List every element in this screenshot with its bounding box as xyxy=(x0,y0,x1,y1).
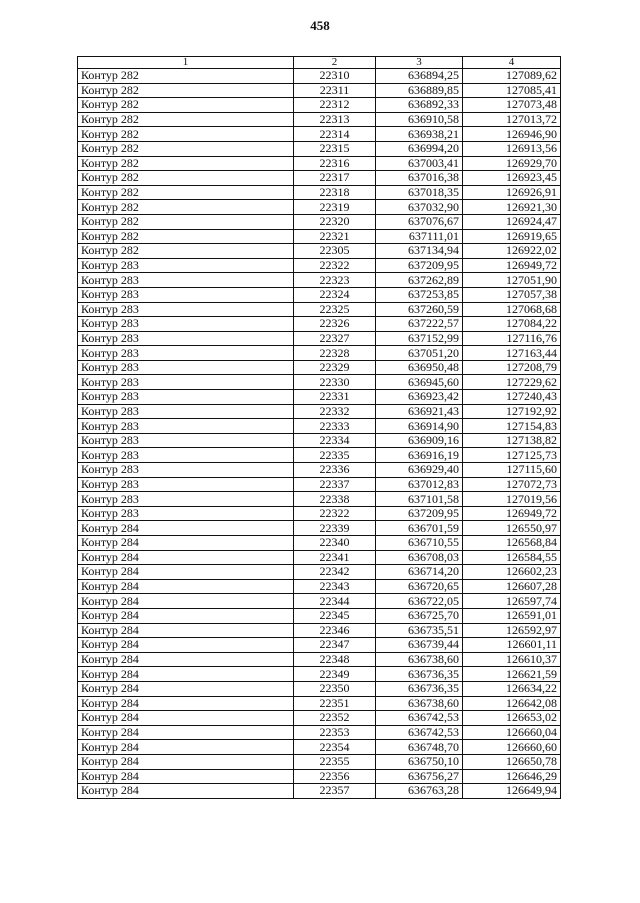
contour-name-cell: Контур 284 xyxy=(78,754,294,769)
point-number-cell: 22321 xyxy=(294,229,376,244)
x-coordinate-cell: 636950,48 xyxy=(376,360,463,375)
table-row xyxy=(78,69,561,84)
x-coordinate-cell: 636921,43 xyxy=(376,404,463,419)
table-row xyxy=(78,171,561,186)
point-number-cell: 22335 xyxy=(294,448,376,463)
x-coordinate-cell: 637076,67 xyxy=(376,214,463,229)
contour-name-cell: Контур 284 xyxy=(78,769,294,784)
x-coordinate-cell: 636894,25 xyxy=(376,69,463,84)
table-row xyxy=(78,536,561,551)
point-number-cell: 22345 xyxy=(294,608,376,623)
y-coordinate-cell: 126642,08 xyxy=(463,696,561,711)
x-coordinate-cell: 636701,59 xyxy=(376,521,463,536)
contour-name-cell: Контур 284 xyxy=(78,623,294,638)
x-coordinate-cell: 636938,21 xyxy=(376,127,463,142)
contour-name-cell: Контур 282 xyxy=(78,200,294,215)
table-row xyxy=(78,404,561,419)
header-cell-3: 3 xyxy=(376,57,463,69)
point-number-cell: 22330 xyxy=(294,375,376,390)
contour-name-cell: Контур 283 xyxy=(78,448,294,463)
x-coordinate-cell: 636725,70 xyxy=(376,608,463,623)
contour-name-cell: Контур 282 xyxy=(78,171,294,186)
y-coordinate-cell: 127154,83 xyxy=(463,419,561,434)
x-coordinate-cell: 636889,85 xyxy=(376,83,463,98)
x-coordinate-cell: 636763,28 xyxy=(376,784,463,799)
y-coordinate-cell: 126924,47 xyxy=(463,214,561,229)
y-coordinate-cell: 127072,73 xyxy=(463,477,561,492)
x-coordinate-cell: 637253,85 xyxy=(376,287,463,302)
table-row xyxy=(78,185,561,200)
contour-name-cell: Контур 283 xyxy=(78,331,294,346)
x-coordinate-cell: 637152,99 xyxy=(376,331,463,346)
point-number-cell: 22310 xyxy=(294,69,376,84)
point-number-cell: 22324 xyxy=(294,287,376,302)
point-number-cell: 22334 xyxy=(294,433,376,448)
contour-name-cell: Контур 284 xyxy=(78,536,294,551)
y-coordinate-cell: 126646,29 xyxy=(463,769,561,784)
table-row xyxy=(78,273,561,288)
y-coordinate-cell: 126660,60 xyxy=(463,740,561,755)
x-coordinate-cell: 636945,60 xyxy=(376,375,463,390)
header-cell-2: 2 xyxy=(294,57,376,69)
contour-name-cell: Контур 284 xyxy=(78,696,294,711)
x-coordinate-cell: 637260,59 xyxy=(376,302,463,317)
point-number-cell: 22312 xyxy=(294,98,376,113)
table-row xyxy=(78,594,561,609)
header-cell-1: 1 xyxy=(78,57,294,69)
table-row xyxy=(78,360,561,375)
contour-name-cell: Контур 283 xyxy=(78,492,294,507)
y-coordinate-cell: 127073,48 xyxy=(463,98,561,113)
contour-name-cell: Контур 282 xyxy=(78,141,294,156)
x-coordinate-cell: 636756,27 xyxy=(376,769,463,784)
table-row xyxy=(78,579,561,594)
table-row xyxy=(78,667,561,682)
table-row xyxy=(78,83,561,98)
point-number-cell: 22325 xyxy=(294,302,376,317)
table-row xyxy=(78,317,561,332)
point-number-cell: 22343 xyxy=(294,579,376,594)
contour-name-cell: Контур 282 xyxy=(78,69,294,84)
x-coordinate-cell: 636735,51 xyxy=(376,623,463,638)
table-row xyxy=(78,623,561,638)
table-row xyxy=(78,419,561,434)
y-coordinate-cell: 126921,30 xyxy=(463,200,561,215)
y-coordinate-cell: 126610,37 xyxy=(463,652,561,667)
x-coordinate-cell: 636892,33 xyxy=(376,98,463,113)
y-coordinate-cell: 127208,79 xyxy=(463,360,561,375)
y-coordinate-cell: 126946,90 xyxy=(463,127,561,142)
contour-name-cell: Контур 283 xyxy=(78,433,294,448)
table-body xyxy=(78,69,561,799)
contour-name-cell: Контур 284 xyxy=(78,594,294,609)
point-number-cell: 22314 xyxy=(294,127,376,142)
contour-name-cell: Контур 282 xyxy=(78,244,294,259)
point-number-cell: 22346 xyxy=(294,623,376,638)
contour-name-cell: Контур 283 xyxy=(78,287,294,302)
x-coordinate-cell: 637134,94 xyxy=(376,244,463,259)
contour-name-cell: Контур 282 xyxy=(78,214,294,229)
contour-name-cell: Контур 282 xyxy=(78,229,294,244)
header-cell-4: 4 xyxy=(463,57,561,69)
point-number-cell: 22326 xyxy=(294,317,376,332)
x-coordinate-cell: 636916,19 xyxy=(376,448,463,463)
y-coordinate-cell: 127068,68 xyxy=(463,302,561,317)
contour-name-cell: Контур 284 xyxy=(78,652,294,667)
x-coordinate-cell: 637101,58 xyxy=(376,492,463,507)
contour-name-cell: Контур 284 xyxy=(78,725,294,740)
x-coordinate-cell: 637032,90 xyxy=(376,200,463,215)
x-coordinate-cell: 636736,35 xyxy=(376,681,463,696)
y-coordinate-cell: 126597,74 xyxy=(463,594,561,609)
point-number-cell: 22348 xyxy=(294,652,376,667)
table-row xyxy=(78,258,561,273)
page-number: 458 xyxy=(310,18,330,33)
contour-name-cell: Контур 283 xyxy=(78,346,294,361)
point-number-cell: 22332 xyxy=(294,404,376,419)
y-coordinate-cell: 127115,60 xyxy=(463,463,561,478)
contour-name-cell: Контур 282 xyxy=(78,112,294,127)
y-coordinate-cell: 127084,22 xyxy=(463,317,561,332)
y-coordinate-cell: 126591,01 xyxy=(463,608,561,623)
point-number-cell: 22323 xyxy=(294,273,376,288)
table-row xyxy=(78,229,561,244)
x-coordinate-cell: 637012,83 xyxy=(376,477,463,492)
y-coordinate-cell: 127089,62 xyxy=(463,69,561,84)
point-number-cell: 22316 xyxy=(294,156,376,171)
x-coordinate-cell: 637222,57 xyxy=(376,317,463,332)
table-row xyxy=(78,550,561,565)
contour-name-cell: Контур 283 xyxy=(78,419,294,434)
point-number-cell: 22319 xyxy=(294,200,376,215)
point-number-cell: 22337 xyxy=(294,477,376,492)
y-coordinate-cell: 126949,72 xyxy=(463,258,561,273)
point-number-cell: 22342 xyxy=(294,565,376,580)
point-number-cell: 22317 xyxy=(294,171,376,186)
y-coordinate-cell: 126653,02 xyxy=(463,711,561,726)
point-number-cell: 22349 xyxy=(294,667,376,682)
x-coordinate-cell: 636750,10 xyxy=(376,754,463,769)
y-coordinate-cell: 126592,97 xyxy=(463,623,561,638)
y-coordinate-cell: 127013,72 xyxy=(463,112,561,127)
table-row xyxy=(78,214,561,229)
point-number-cell: 22305 xyxy=(294,244,376,259)
contour-name-cell: Контур 284 xyxy=(78,565,294,580)
x-coordinate-cell: 636929,40 xyxy=(376,463,463,478)
point-number-cell: 22340 xyxy=(294,536,376,551)
y-coordinate-cell: 127057,38 xyxy=(463,287,561,302)
point-number-cell: 22339 xyxy=(294,521,376,536)
contour-name-cell: Контур 283 xyxy=(78,477,294,492)
table-row xyxy=(78,696,561,711)
x-coordinate-cell: 637016,38 xyxy=(376,171,463,186)
x-coordinate-cell: 636742,53 xyxy=(376,711,463,726)
point-number-cell: 22350 xyxy=(294,681,376,696)
x-coordinate-cell: 636910,58 xyxy=(376,112,463,127)
x-coordinate-cell: 636738,60 xyxy=(376,696,463,711)
x-coordinate-cell: 637051,20 xyxy=(376,346,463,361)
table-row xyxy=(78,463,561,478)
y-coordinate-cell: 127192,92 xyxy=(463,404,561,419)
point-number-cell: 22341 xyxy=(294,550,376,565)
point-number-cell: 22354 xyxy=(294,740,376,755)
point-number-cell: 22328 xyxy=(294,346,376,361)
table-row xyxy=(78,784,561,799)
table-row xyxy=(78,754,561,769)
x-coordinate-cell: 636742,53 xyxy=(376,725,463,740)
contour-name-cell: Контур 282 xyxy=(78,185,294,200)
table-row xyxy=(78,302,561,317)
y-coordinate-cell: 126919,65 xyxy=(463,229,561,244)
point-number-cell: 22333 xyxy=(294,419,376,434)
contour-name-cell: Контур 284 xyxy=(78,638,294,653)
table-row xyxy=(78,492,561,507)
x-coordinate-cell: 636914,90 xyxy=(376,419,463,434)
contour-name-cell: Контур 284 xyxy=(78,608,294,623)
point-number-cell: 22327 xyxy=(294,331,376,346)
contour-name-cell: Контур 282 xyxy=(78,156,294,171)
contour-name-cell: Контур 283 xyxy=(78,463,294,478)
x-coordinate-cell: 637209,95 xyxy=(376,506,463,521)
y-coordinate-cell: 126550,97 xyxy=(463,521,561,536)
table-row xyxy=(78,521,561,536)
x-coordinate-cell: 637018,35 xyxy=(376,185,463,200)
table-row xyxy=(78,681,561,696)
contour-name-cell: Контур 284 xyxy=(78,681,294,696)
point-number-cell: 22355 xyxy=(294,754,376,769)
table-row xyxy=(78,433,561,448)
table-row xyxy=(78,608,561,623)
table-row xyxy=(78,375,561,390)
point-number-cell: 22347 xyxy=(294,638,376,653)
point-number-cell: 22318 xyxy=(294,185,376,200)
contour-name-cell: Контур 283 xyxy=(78,375,294,390)
y-coordinate-cell: 126913,56 xyxy=(463,141,561,156)
y-coordinate-cell: 126949,72 xyxy=(463,506,561,521)
contour-name-cell: Контур 282 xyxy=(78,83,294,98)
contour-name-cell: Контур 283 xyxy=(78,390,294,405)
y-coordinate-cell: 127051,90 xyxy=(463,273,561,288)
table-row xyxy=(78,127,561,142)
table-row xyxy=(78,287,561,302)
table-row xyxy=(78,769,561,784)
table-row xyxy=(78,638,561,653)
table-row xyxy=(78,740,561,755)
x-coordinate-cell: 636736,35 xyxy=(376,667,463,682)
x-coordinate-cell: 636720,65 xyxy=(376,579,463,594)
x-coordinate-cell: 636738,60 xyxy=(376,652,463,667)
x-coordinate-cell: 636739,44 xyxy=(376,638,463,653)
contour-name-cell: Контур 284 xyxy=(78,550,294,565)
point-number-cell: 22331 xyxy=(294,390,376,405)
x-coordinate-cell: 636708,03 xyxy=(376,550,463,565)
contour-name-cell: Контур 283 xyxy=(78,404,294,419)
y-coordinate-cell: 126584,55 xyxy=(463,550,561,565)
contour-name-cell: Контур 284 xyxy=(78,521,294,536)
contour-name-cell: Контур 284 xyxy=(78,667,294,682)
contour-name-cell: Контур 283 xyxy=(78,506,294,521)
header-row xyxy=(78,57,561,69)
y-coordinate-cell: 126602,23 xyxy=(463,565,561,580)
table-row xyxy=(78,711,561,726)
contour-name-cell: Контур 282 xyxy=(78,98,294,113)
table-row xyxy=(78,112,561,127)
point-number-cell: 22357 xyxy=(294,784,376,799)
y-coordinate-cell: 127085,41 xyxy=(463,83,561,98)
y-coordinate-cell: 126607,28 xyxy=(463,579,561,594)
y-coordinate-cell: 126922,02 xyxy=(463,244,561,259)
y-coordinate-cell: 126621,59 xyxy=(463,667,561,682)
x-coordinate-cell: 636714,20 xyxy=(376,565,463,580)
point-number-cell: 22311 xyxy=(294,83,376,98)
table-row xyxy=(78,390,561,405)
x-coordinate-cell: 636994,20 xyxy=(376,141,463,156)
x-coordinate-cell: 636909,16 xyxy=(376,433,463,448)
table-row xyxy=(78,141,561,156)
point-number-cell: 22320 xyxy=(294,214,376,229)
y-coordinate-cell: 126929,70 xyxy=(463,156,561,171)
point-number-cell: 22336 xyxy=(294,463,376,478)
y-coordinate-cell: 126923,45 xyxy=(463,171,561,186)
table-row xyxy=(78,200,561,215)
table-row xyxy=(78,506,561,521)
y-coordinate-cell: 127229,62 xyxy=(463,375,561,390)
x-coordinate-cell: 636748,70 xyxy=(376,740,463,755)
x-coordinate-cell: 636710,55 xyxy=(376,536,463,551)
x-coordinate-cell: 636923,42 xyxy=(376,390,463,405)
point-number-cell: 22329 xyxy=(294,360,376,375)
point-number-cell: 22352 xyxy=(294,711,376,726)
point-number-cell: 22344 xyxy=(294,594,376,609)
table-row xyxy=(78,652,561,667)
y-coordinate-cell: 126660,04 xyxy=(463,725,561,740)
y-coordinate-cell: 126649,94 xyxy=(463,784,561,799)
contour-name-cell: Контур 283 xyxy=(78,302,294,317)
y-coordinate-cell: 126568,84 xyxy=(463,536,561,551)
table-row xyxy=(78,346,561,361)
x-coordinate-cell: 637209,95 xyxy=(376,258,463,273)
table-row xyxy=(78,565,561,580)
contour-name-cell: Контур 283 xyxy=(78,360,294,375)
y-coordinate-cell: 126634,22 xyxy=(463,681,561,696)
y-coordinate-cell: 126926,91 xyxy=(463,185,561,200)
table-row xyxy=(78,98,561,113)
y-coordinate-cell: 126601,11 xyxy=(463,638,561,653)
y-coordinate-cell: 127138,82 xyxy=(463,433,561,448)
table-row xyxy=(78,448,561,463)
point-number-cell: 22338 xyxy=(294,492,376,507)
table-row xyxy=(78,244,561,259)
point-number-cell: 22313 xyxy=(294,112,376,127)
table-header xyxy=(78,57,561,69)
contour-name-cell: Контур 283 xyxy=(78,317,294,332)
point-number-cell: 22356 xyxy=(294,769,376,784)
coordinates-table xyxy=(77,56,561,799)
point-number-cell: 22315 xyxy=(294,141,376,156)
y-coordinate-cell: 127125,73 xyxy=(463,448,561,463)
x-coordinate-cell: 636722,05 xyxy=(376,594,463,609)
table-row xyxy=(78,331,561,346)
point-number-cell: 22351 xyxy=(294,696,376,711)
y-coordinate-cell: 126650,78 xyxy=(463,754,561,769)
x-coordinate-cell: 637262,89 xyxy=(376,273,463,288)
x-coordinate-cell: 637111,01 xyxy=(376,229,463,244)
point-number-cell: 22353 xyxy=(294,725,376,740)
contour-name-cell: Контур 284 xyxy=(78,579,294,594)
contour-name-cell: Контур 284 xyxy=(78,740,294,755)
point-number-cell: 22322 xyxy=(294,506,376,521)
contour-name-cell: Контур 284 xyxy=(78,711,294,726)
contour-name-cell: Контур 284 xyxy=(78,784,294,799)
x-coordinate-cell: 637003,41 xyxy=(376,156,463,171)
contour-name-cell: Контур 283 xyxy=(78,258,294,273)
table-row xyxy=(78,725,561,740)
point-number-cell: 22322 xyxy=(294,258,376,273)
table-row xyxy=(78,477,561,492)
y-coordinate-cell: 127116,76 xyxy=(463,331,561,346)
y-coordinate-cell: 127163,44 xyxy=(463,346,561,361)
y-coordinate-cell: 127019,56 xyxy=(463,492,561,507)
y-coordinate-cell: 127240,43 xyxy=(463,390,561,405)
table-row xyxy=(78,156,561,171)
contour-name-cell: Контур 282 xyxy=(78,127,294,142)
contour-name-cell: Контур 283 xyxy=(78,273,294,288)
